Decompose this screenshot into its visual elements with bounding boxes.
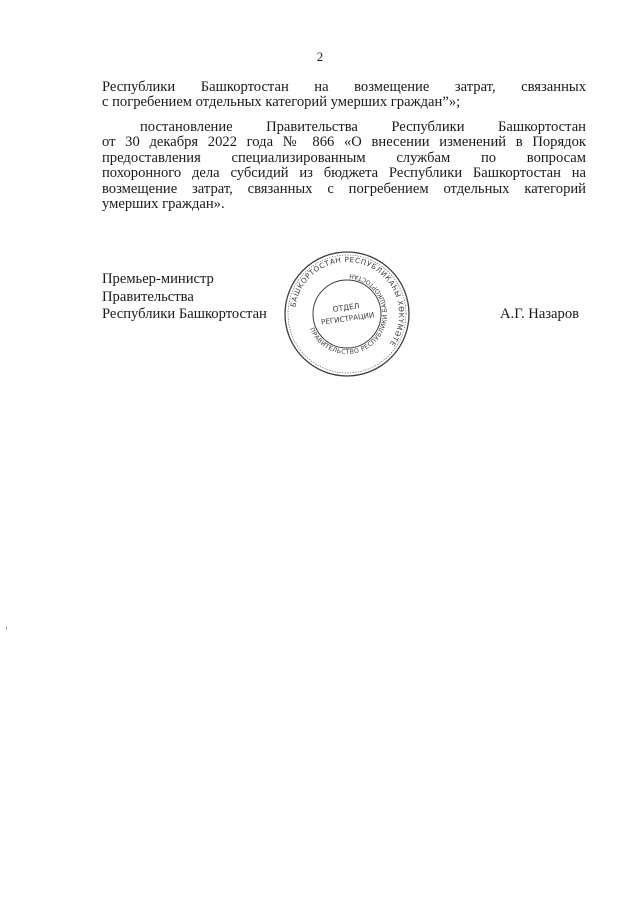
- text-line: предоставления специализированным службам по вопросам: [102, 149, 586, 166]
- text-line: умерших граждан».: [102, 196, 225, 213]
- text-line: возмещение затрат, связанных с погребением отдельных категорий: [102, 180, 586, 197]
- signatory-position: [102, 271, 267, 324]
- signatory-position-line: Республики Башкортостан: [102, 306, 267, 322]
- text-line: от 30 декабря 2022 года № 866 «О внесении изменений в Порядок: [102, 134, 586, 151]
- text-line: похоронного дела субсидий из бюджета Республики Башкортостан на: [102, 165, 586, 182]
- stamp-center-line-2: РЕГИСТРАЦИИ: [320, 310, 375, 327]
- stamp-outer-text: БАШКОРТОСТАН РЕСПУБЛИКАҺЫ ХӨКҮМӘТЕ: [288, 254, 407, 349]
- text-line: Республики Башкортостан на возмещение затрат, связанных: [102, 79, 586, 95]
- registration-stamp: [282, 249, 412, 379]
- signatory-position-line: Премьер-министр: [102, 271, 214, 287]
- stamp-center-line-1: ОТДЕЛ: [332, 301, 361, 314]
- stamp-inner-text: ПРАВИТЕЛЬСТВО РЕСПУБЛИКИ БАШКОРТОСТАН: [307, 271, 390, 357]
- scan-mark: [6, 627, 7, 630]
- page-number: 2: [316, 49, 324, 64]
- paragraph-continuation: [102, 80, 586, 111]
- text-line: постановление Правительства Республики Башкортостан: [140, 119, 586, 135]
- signatory-name: А.Г. Назаров: [500, 306, 580, 322]
- svg-text:БАШКОРТОСТАН РЕСПУБЛИКАҺЫ ХӨКҮ: [288, 255, 406, 348]
- paragraph-resolution: [102, 120, 586, 212]
- signatory-position-line: Правительства: [102, 288, 194, 305]
- text-line: с погребением отдельных категорий умерших граждан”»;: [102, 94, 461, 111]
